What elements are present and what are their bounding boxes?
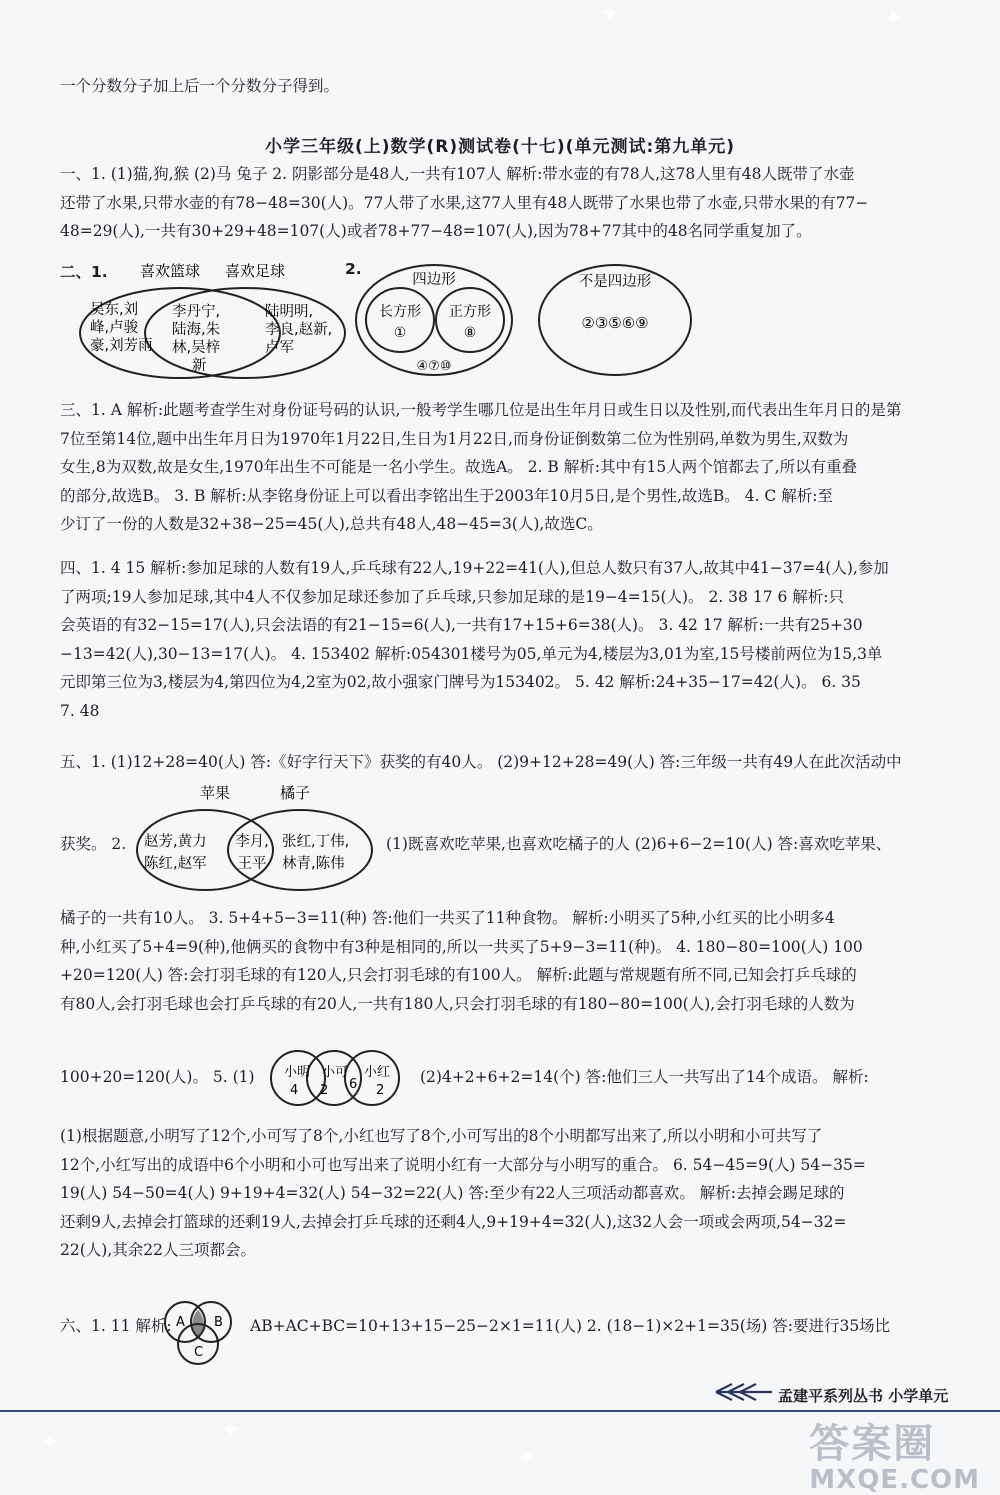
text-line: −13=42(人),30−13=17(人)。 4. 153402 解析:054301楼号为05,单元为4,楼层为3,01为室,15号楼前两位为15,3单 — [60, 644, 883, 663]
venn-right-text: 张红,丁伟, — [282, 834, 350, 850]
venn-b-label: 小可 — [322, 1065, 349, 1080]
text-line: 三、1. A 解析:此题考查学生对身份证号码的认识,一般考学生哪几位是出生年月日或生日以及性别,而代表出生年月日的是第 — [60, 401, 902, 419]
venn-numbers: ②③⑤⑥⑨ — [581, 314, 649, 332]
sparkle-icon: ✦ — [222, 1418, 241, 1443]
venn-left-title: 苹果 — [199, 784, 231, 802]
text-line: 22(人),其余22人三项都会。 — [60, 1241, 256, 1260]
text-line: 女生,8为双数,故是女生,1970年出生不可能是一名小学生。故选A。 2. B 解析:其中有15人两个馆都去了,所以有重叠 — [60, 458, 858, 477]
venn-square-circle — [436, 288, 504, 352]
venn-rectangle-label: 长方形 — [379, 304, 421, 320]
text-line: (1)根据题意,小明写了12个,小可写了8个,小红也写了8个,小可写出的8个小明都写出来了,所以小明和小可共写了 — [60, 1127, 823, 1145]
venn-center-text: 林,吴梓 — [172, 340, 221, 356]
venn-square-number: ⑧ — [463, 325, 477, 341]
venn-left-text: 赵芳,黄力 — [144, 834, 207, 850]
text-line: 7. 48 — [60, 701, 100, 720]
venn-not-quadrilateral — [535, 262, 695, 384]
text-line: (2)4+2+6+2=14(个) 答:他们三人一共写出了14个成语。 解析: — [420, 1068, 869, 1086]
venn-center-text: 李月, — [235, 834, 269, 850]
venn-ab-number: 2 — [320, 1083, 329, 1098]
section-1 — [60, 160, 978, 246]
text-line: 少订了一份的人数是32+38−25=45(人),总共有48人,48−45=3(人),故选C。 — [60, 515, 603, 534]
venn-a-number: 4 — [290, 1083, 299, 1098]
section-5-tail — [60, 1122, 978, 1265]
venn-right-circle — [228, 810, 372, 890]
text-line: 7位至第14位,题中出生年月日为1970年1月22日,生日为1月22日,而身份证倒数第二位为性别码,单数为男生,双数为 — [60, 429, 849, 448]
text-line: +20=120(人) 答:会打羽毛球的有120人,只会打羽毛球的有100人。 解析:此题与常规题有所不同,已知会打乒乓球的 — [60, 966, 857, 985]
venn-center-text: 李丹宁, — [172, 304, 221, 320]
watermark-url: MXQE.COM — [809, 1465, 980, 1495]
text-line: AB+AC+BC=10+13+15−25−2×1=11(人) 2. (18−1)×2+1=35(场) 答:要进行35场比 — [250, 1317, 891, 1335]
venn-square-label: 正方形 — [449, 304, 491, 320]
venn-rectangle-circle — [366, 288, 434, 352]
venn-apple-orange — [130, 780, 380, 895]
venn-right-title: 喜欢足球 — [224, 262, 286, 280]
venn-bottom-numbers: ④⑦⑩ — [416, 359, 452, 374]
section-3 — [60, 396, 978, 539]
text-line: 100+20=120(人)。 5. (1) — [60, 1068, 255, 1086]
venn-a-label: 小明 — [284, 1065, 311, 1080]
venn-left-circle — [137, 810, 273, 890]
venn-basketball-football — [60, 258, 380, 388]
section-2-item2-label: 2. — [345, 260, 362, 278]
text-line: 种,小红买了5+4=9(种),他俩买的食物中有3种是相同的,所以一共买了5+9−3=11(种)。 4. 180−80=100(人) 100 — [60, 937, 863, 956]
venn-right-text: 李良,赵新, — [265, 322, 333, 338]
watermark-logo-text: 答案圈 — [809, 1421, 936, 1467]
venn-quadrilateral — [350, 262, 520, 384]
sparkle-icon: ✦ — [884, 6, 903, 31]
text-line: 一、1. (1)猫,狗,猴 (2)马 兔子 2. 阴影部分是48人,一共有107人 解析:带水壶的有78人,这78人里有48人既带了水壶 — [60, 165, 855, 183]
text-line: 19(人) 54−50=4(人) 9+19+4=32(人) 54−32=22(人) 答:至少有22人三项活动都喜欢。 解析:去掉会踢足球的 — [60, 1184, 845, 1203]
venn-rectangle-number: ① — [393, 325, 407, 341]
venn-three-students — [268, 1048, 408, 1110]
venn-b-label: B — [214, 1315, 223, 1330]
intro-line: 一个分数分子加上后一个分数分子得到。 — [60, 77, 340, 95]
venn-a-label: A — [176, 1315, 185, 1330]
section-2-label: 二、1. — [60, 263, 108, 281]
text-line: 元即第三位为3,楼层为4,第四位为4,2室为02,故小强家门牌号为153402。 5. 42 解析:24+35−17=42(人)。 6. 35 — [60, 673, 861, 692]
sparkle-icon: ✦ — [600, 2, 619, 27]
section-5-item5-pre — [60, 1063, 255, 1092]
series-title: 孟建平系列丛书 小学单元 — [778, 1387, 949, 1405]
text-line: 的部分,故选B。 3. B 解析:从李铭身份证上可以看出李铭出生于2003年10月5日,是个男性,故选B。 4. C 解析:至 — [60, 486, 833, 505]
venn-left-text: 峰,卢骏 — [90, 320, 139, 336]
venn-center-text: 陆海,朱 — [172, 322, 221, 338]
venn-abc — [150, 1288, 246, 1370]
section-4 — [60, 554, 978, 726]
venn-right-text: 林青,陈伟 — [282, 856, 345, 872]
venn-right-title: 橘子 — [279, 784, 311, 802]
venn-center-text: 新 — [192, 358, 207, 374]
section-5-first — [60, 748, 978, 777]
section-5-pre — [60, 830, 126, 859]
watermark — [809, 1412, 980, 1495]
text-line: 有80人,会打羽毛球也会打乒乓球的有20人,一共有180人,只会打羽毛球的有180−80=100(人),会打羽毛球的人数为 — [60, 994, 855, 1013]
section-5-post — [386, 830, 978, 859]
venn-title: 不是四边形 — [578, 274, 652, 290]
venn-bc-number: 6 — [349, 1077, 358, 1092]
text-line: 获奖。 2. — [60, 835, 127, 853]
text-line: 五、1. (1)12+28=40(人) 答:《好字行天下》获奖的有40人。 (2)9+12+28=49(人) 答:三年级一共有49人在此次活动中 — [60, 753, 902, 771]
arrows-icon — [712, 1380, 774, 1404]
venn-left-text: 陈红,赵军 — [144, 856, 207, 872]
sparkle-icon: ✦ — [518, 1446, 537, 1471]
section-6-post — [250, 1312, 978, 1341]
intro-paragraph — [60, 72, 978, 101]
text-line: 会英语的有32−15=17(人),只会法语的有21−15=6(人),一共有17+15+6=38(人)。 3. 42 17 解析:一共有25+30 — [60, 616, 863, 635]
sparkle-icon: ✦ — [40, 1430, 59, 1455]
section-5-rest — [60, 904, 978, 1018]
text-line: 还剩9人,去掉会打篮球的还剩19人,去掉会打乒乓球的还剩4人,9+19+4=32(人),这32人会一项或会两项,54−32= — [60, 1212, 847, 1231]
venn-right-text: 卢军 — [265, 340, 294, 356]
venn-outer-title: 四边形 — [412, 272, 456, 288]
text-line: 四、1. 4 15 解析:参加足球的人数有19人,乒乓球有22人,19+22=41(人),但总人数只有37人,故其中41−37=4(人),参加 — [60, 559, 889, 577]
venn-left-text: 吴东,刘 — [90, 302, 139, 318]
text-line: 橘子的一共有10人。 3. 5+4+5−3=11(种) 答:他们一共买了11种食物。 解析:小明买了5种,小红买的比小明多4 — [60, 909, 835, 927]
text-line: 还带了水果,只带水壶的有78−48=30(人)。77人带了水果,这77人里有48人既带了水果也带了水壶,只带水果的有77− — [60, 193, 869, 212]
test-heading: 小学三年级(上)数学(R)测试卷(十七)(单元测试:第九单元) — [264, 137, 736, 157]
text-line: 12个,小红写出的成语中6个小明和小可也写出来了说明小红有一大部分与小明写的重合。 6. 54−45=9(人) 54−35= — [60, 1155, 866, 1174]
venn-c-number: 2 — [376, 1083, 385, 1098]
venn-c-label: 小红 — [364, 1065, 391, 1080]
text-line: 六、1. 11 解析: — [60, 1317, 172, 1335]
section-5-item5-post — [420, 1063, 978, 1092]
text-line: 了两项;19人参加足球,其中4人不仅参加足球还参加了乒乓球,只参加足球的是19−4=15(人)。 2. 38 17 6 解析:只 — [60, 587, 844, 606]
text-line: (1)既喜欢吃苹果,也喜欢吃橘子的人 (2)6+6−2=10(人) 答:喜欢吃苹果、 — [386, 835, 892, 853]
text-line: 48=29(人),一共有30+29+48=107(人)或者78+77−48=107(人),因为78+77其中的48名同学重复加了。 — [60, 222, 812, 241]
venn-left-title: 喜欢篮球 — [139, 262, 201, 280]
venn-center-text: 王平 — [237, 856, 267, 872]
venn-left-text: 豪,刘芳雨 — [90, 338, 153, 354]
venn-right-text: 陆明明, — [265, 304, 314, 320]
venn-c-label: C — [194, 1345, 204, 1360]
